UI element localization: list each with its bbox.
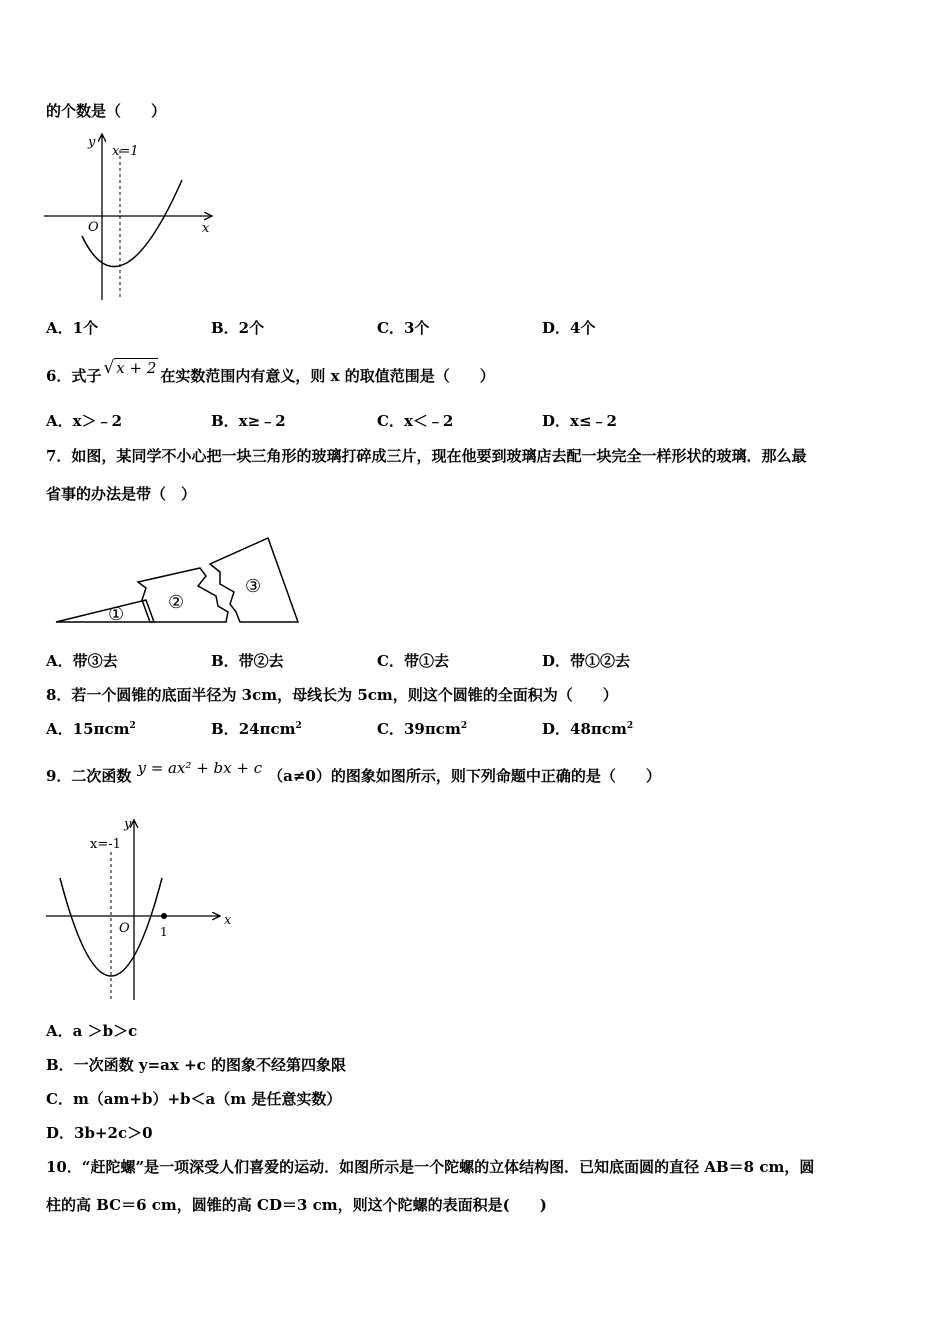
q8-option-d-label: D． [542, 720, 571, 738]
q9-axis-label: x=-1 [90, 837, 121, 852]
q7-option-d[interactable]: D．带①②去 [542, 652, 631, 670]
q8-option-c-label: C． [377, 720, 404, 738]
q9-option-a[interactable]: A．a ＞b＞c [46, 1022, 138, 1040]
q7-piece-1 [56, 600, 154, 622]
q9-origin-label: O [119, 921, 130, 936]
q9-point-label: 1 [160, 925, 168, 939]
q5-axis-label: x=1 [112, 144, 139, 159]
q9-option-c[interactable]: C．m（am+b）+b＜a（m 是任意实数） [46, 1090, 342, 1108]
q8-option-a-value: 15πcm [72, 720, 130, 738]
q6-option-c[interactable]: C．x＜﹣2 [377, 412, 454, 430]
q7-stem-line2: 省事的办法是带（ ） [46, 485, 197, 503]
q10-stem-line2: 柱的高 BC＝6 cm，圆锥的高 CD＝3 cm，则这个陀螺的表面积是( ) [46, 1196, 547, 1214]
q5-y-label: y [88, 135, 96, 150]
q8-option-d-value: 48πcm [570, 720, 627, 738]
q9-x-label: x [224, 913, 232, 928]
q8-option-d[interactable] [542, 719, 633, 739]
q8-option-c-value: 39πcm [403, 720, 461, 738]
q8-option-a-exp: 2 [129, 721, 136, 731]
q8-option-d-exp: 2 [626, 721, 634, 731]
q6-radical: √ x + 2 [103, 358, 157, 378]
q10-stem-line1: 10．“赶陀螺”是一项深受人们喜爱的运动．如图所示是一个陀螺的立体结构图．已知底面圆的直径 AB＝8 cm，圆 [46, 1158, 815, 1176]
q6-radicand: x + 2 [116, 359, 157, 377]
q7-stem-line1: 7．如图，某同学不小心把一块三角形的玻璃打碎成三片，现在他要到玻璃店去配一块完全一样形状的玻璃．那么最 [46, 447, 807, 465]
q6-option-a[interactable]: A．x＞﹣2 [46, 412, 123, 430]
q7-piece-3-label: ③ [245, 576, 262, 597]
q5-option-b[interactable]: B．2个 [211, 319, 265, 337]
q8-option-c[interactable] [377, 719, 467, 739]
q6-option-d[interactable]: D．x≤﹣2 [542, 412, 617, 430]
q7-piece-2-label: ② [168, 592, 185, 613]
q9-condition: （a≠0） [268, 767, 331, 785]
q9-parabola-graph [40, 812, 240, 1006]
q9-stem [46, 759, 661, 786]
q8-option-b[interactable] [211, 719, 302, 739]
q8-option-c-exp: 2 [460, 721, 468, 731]
q5-origin-label: O [88, 220, 99, 235]
q5-stem-tail: 的个数是（ ） [46, 102, 167, 120]
q8-option-b-label: B． [211, 720, 239, 738]
q5-x-label: x [202, 221, 210, 236]
q6-stem [46, 358, 495, 386]
q9-formula: y = ax² + bx + c [137, 759, 263, 777]
q6-prefix: 6．式子 [46, 367, 102, 385]
q5-option-c[interactable]: C．3个 [377, 319, 430, 337]
q7-option-b[interactable]: B．带②去 [211, 652, 284, 670]
q8-option-a-label: A． [46, 720, 73, 738]
q9-suffix: 的图象如图所示，则下列命题中正确的是（ ） [330, 767, 661, 785]
q8-option-b-value: 24πcm [238, 720, 296, 738]
q9-point-1 [161, 913, 167, 919]
q8-option-a[interactable] [46, 719, 136, 739]
q7-option-c[interactable]: C．带①去 [377, 652, 449, 670]
q5-option-d[interactable]: D．4个 [542, 319, 596, 337]
q8-option-b-exp: 2 [295, 721, 302, 731]
q7-piece-1-label: ① [108, 604, 125, 625]
q5-option-a[interactable]: A．1个 [46, 319, 99, 337]
q9-y-label: y [124, 817, 132, 832]
q6-option-b[interactable]: B．x≥﹣2 [211, 412, 286, 430]
q9-prefix: 9．二次函数 [46, 767, 132, 785]
q6-suffix: 在实数范围内有意义，则 x 的取值范围是（ ） [160, 367, 495, 385]
q9-option-b[interactable]: B．一次函数 y=ax +c 的图象不经第四象限 [46, 1056, 346, 1074]
q7-option-a[interactable]: A．带③去 [46, 652, 118, 670]
q9-option-d[interactable]: D．3b+2c＞0 [46, 1124, 153, 1142]
q8-stem: 8．若一个圆锥的底面半径为 3cm，母线长为 5cm，则这个圆锥的全面积为（ ） [46, 686, 618, 704]
q5-parabola-graph [40, 128, 220, 306]
q7-broken-glass-figure [50, 530, 306, 630]
